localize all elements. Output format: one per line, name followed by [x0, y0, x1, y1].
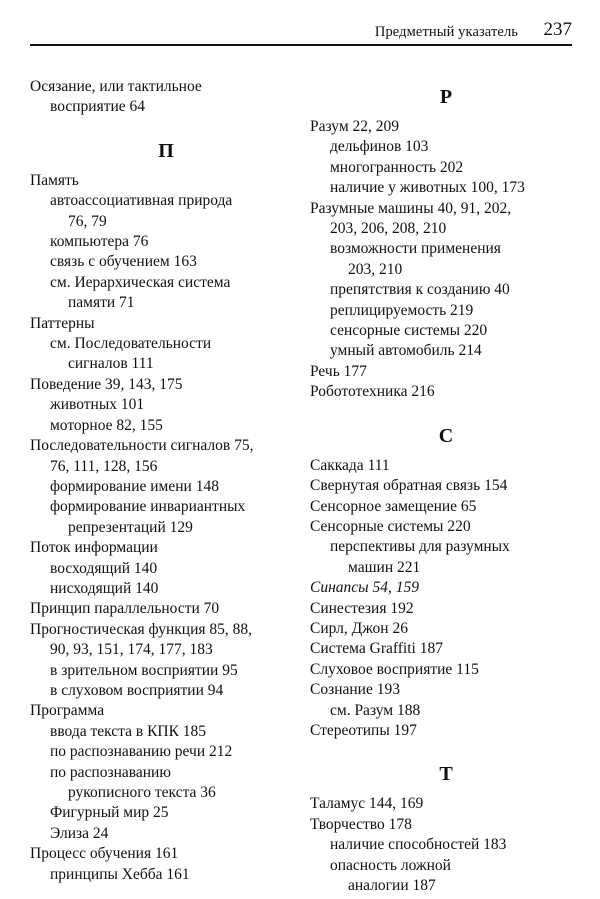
- index-entry: Осязание, или тактильное: [30, 78, 202, 95]
- index-subentry: см. Разум 188: [330, 701, 421, 719]
- index-subentry: по распознаванию: [50, 763, 171, 781]
- index-entry: Программа: [30, 702, 105, 720]
- index-subentry: наличие способностей 183: [330, 836, 507, 854]
- index-entry: Саккада 111: [310, 456, 390, 474]
- index-entry: Слуховое восприятие 115: [310, 660, 479, 678]
- index-entry: Разум 22, 209: [310, 118, 400, 135]
- index-subentry: автоассоциативная природа: [50, 192, 233, 210]
- section-letter: П: [158, 139, 174, 162]
- index-subentry: аналогии 187: [348, 877, 436, 894]
- index-subentry: животных 101: [50, 396, 145, 414]
- index-column-right: [310, 77, 582, 896]
- section-gap: [30, 118, 302, 131]
- section-letter: С: [438, 424, 454, 447]
- index-entry: Синестезия 192: [310, 599, 414, 617]
- index-subentry: Фигурный мир 25: [50, 804, 169, 822]
- index-subentry: ввода текста в КПК 185: [50, 722, 207, 740]
- index-entry: Робототехника 216: [310, 383, 435, 401]
- index-entry: Таламус 144, 169: [310, 795, 424, 813]
- index-subentry: 203, 210: [348, 260, 403, 278]
- index-subentry: сигналов 111: [68, 355, 154, 373]
- section-letter: Р: [439, 86, 453, 108]
- index-subentry: перспективы для разумных: [330, 538, 510, 556]
- index-subentry: в слуховом восприятии 94: [50, 681, 224, 699]
- index-entry: Паттерны: [30, 314, 95, 332]
- index-subentry: многогранность 202: [330, 158, 464, 176]
- section-gap: [310, 403, 582, 416]
- index-subentry: возможности применения: [330, 240, 501, 258]
- index-subentry: памяти 71: [68, 294, 135, 312]
- index-subentry: восприятие 64: [50, 98, 146, 116]
- index-subentry: нисходящий 140: [50, 579, 159, 597]
- index-subentry: 203, 206, 208, 210: [330, 220, 447, 238]
- index-entry: Стереотипы 197: [310, 721, 417, 739]
- index-subentry: рукописного текста 36: [68, 784, 216, 801]
- index-subentry: репрезентаций 129: [68, 518, 193, 536]
- page-header: [0, 0, 600, 50]
- index-subentry: машин 221: [348, 558, 421, 576]
- index-entry: Сенсорное замещение 65: [310, 497, 477, 515]
- index-subentry: моторное 82, 155: [50, 416, 163, 434]
- index-entry: Память: [30, 171, 79, 189]
- index-subentry: препятствия к созданию 40: [330, 281, 510, 299]
- index-entry: Поведение 39, 143, 175: [30, 375, 183, 393]
- index-subentry: восходящий 140: [50, 559, 158, 577]
- index-entry: Процесс обучения 161: [30, 845, 179, 863]
- index-entry: Принцип параллельности 70: [30, 600, 220, 618]
- index-entry: Сенсорные системы 220: [310, 517, 471, 535]
- index-subentry: Элиза 24: [50, 824, 109, 842]
- index-entry: Сознание 193: [310, 681, 400, 699]
- index-subentry: по распознаванию речи 212: [50, 743, 233, 761]
- index-entry: Свернутая обратная связь 154: [310, 477, 508, 495]
- index-subentry: 76, 79: [68, 212, 107, 230]
- page-number: 237: [543, 19, 572, 40]
- index-entry: Система Graffiti 187: [310, 640, 443, 658]
- index-subentry: наличие у животных 100, 173: [330, 179, 525, 197]
- index-subentry: умный автомобиль 214: [330, 342, 482, 360]
- index-entry: Творчество 178: [310, 815, 412, 833]
- header-rule: [30, 44, 572, 46]
- index-subentry: связь с обучением 163: [50, 253, 197, 271]
- index-subentry: см. Иерархическая система: [50, 273, 231, 291]
- index-entry: Сирл, Джон 26: [310, 619, 408, 637]
- index-column-left: [30, 77, 302, 885]
- index-subentry: в зрительном восприятии 95: [50, 661, 238, 679]
- index-subentry: формирование имени 148: [50, 477, 219, 495]
- index-entry: Прогностическая функция 85, 88,: [30, 620, 253, 638]
- index-subentry: 90, 93, 151, 174, 177, 183: [50, 641, 213, 659]
- section-gap: [310, 741, 582, 754]
- index-entry: Речь 177: [310, 362, 367, 380]
- index-subentry: реплицируемость 219: [330, 301, 474, 319]
- index-subentry: дельфинов 103: [330, 138, 429, 156]
- index-subentry: компьютера 76: [50, 233, 149, 251]
- index-entry: Синапсы 54, 159: [310, 579, 420, 597]
- index-subentry: сенсорные системы 220: [330, 322, 488, 340]
- index-entry: Разумные машины 40, 91, 202,: [310, 199, 512, 217]
- index-subentry: принципы Хебба 161: [50, 865, 190, 883]
- section-letter: Т: [439, 763, 453, 786]
- index-entry: Поток информации: [30, 539, 158, 557]
- index-entry: Последовательности сигналов 75,: [30, 437, 254, 455]
- index-subentry: формирование инвариантных: [50, 498, 246, 516]
- index-subentry: см. Последовательности: [50, 335, 212, 353]
- index-subentry: 76, 111, 128, 156: [50, 457, 158, 475]
- index-subentry: опасность ложной: [330, 856, 451, 874]
- running-title: Предметный указатель: [374, 24, 518, 40]
